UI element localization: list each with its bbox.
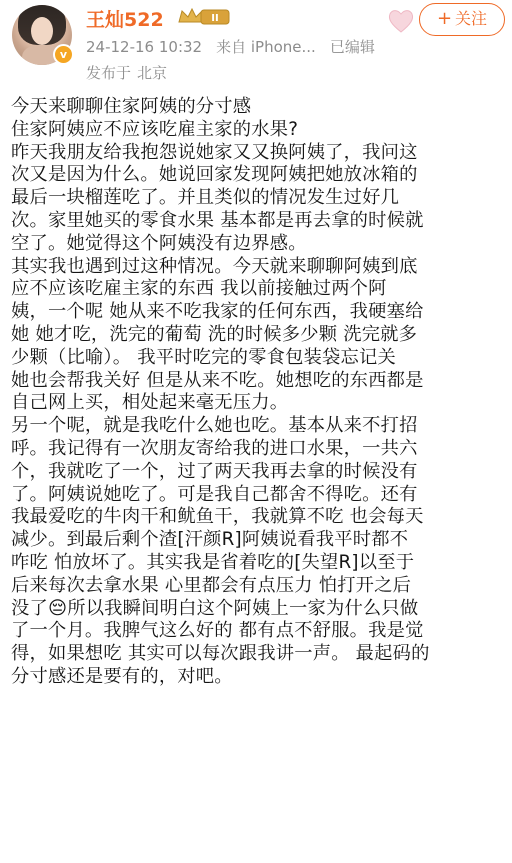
post-body-line: 姨，一个呢 她从来不吃我家的任何东西，我硬塞给: [11, 301, 424, 323]
post-body-line: 今天来聊聊住家阿姨的分寸感: [11, 96, 252, 117]
plus-icon: +: [436, 8, 453, 29]
post-body-line: 个，我就吃了一个，过了两天我再去拿的时候没有: [11, 460, 418, 482]
post-meta: [86, 36, 389, 57]
post-body-line: 分寸感还是要有的，对吧。: [11, 665, 233, 687]
post-body-line: 了一个月。我脾气这么好的 都有点不舒服。我是觉: [11, 620, 424, 642]
post-body-line: 另一个呢，就是我吃什么她也吃。基本从来不打招: [11, 415, 418, 437]
post-header: [0, 0, 512, 95]
post-body-line: 空了。她觉得这个阿姨没有边界感。: [11, 232, 307, 254]
location-prefix: 发布于: [86, 64, 132, 82]
post-edited-flag[interactable]: 已编辑: [329, 38, 375, 56]
membership-crown-icon: [177, 6, 231, 26]
post-body-line: 次又是因为什么。她说回家发现阿姨把她放冰箱的: [11, 164, 418, 186]
post-body-line: 后来每次去拿水果 心里都会有点压力 怕打开之后: [11, 574, 412, 596]
post-timestamp: 24-12-16 10:32: [86, 38, 203, 56]
post-body-line: 我最爱吃的牛肉干和鱿鱼干，我就算不吃 也会每天: [11, 506, 424, 528]
location-value: 北京: [137, 64, 168, 82]
username[interactable]: 王灿522: [86, 9, 164, 31]
membership-level: II: [211, 13, 219, 24]
post-body-line: 少颗（比喻）。 我平时吃完的零食包装袋忘记关: [11, 346, 396, 368]
follow-button[interactable]: [419, 3, 505, 36]
heart-decoration-icon: [387, 8, 415, 34]
post-body-line: 减少。到最后剩个渣[汗颜R]阿姨说看我平时都不: [11, 529, 409, 551]
post-body: [11, 96, 507, 689]
post-body-line: 次。家里她买的零食水果 基本都是再去拿的时候就: [11, 209, 424, 231]
post-body-line: 昨天我朋友给我抱怨说她家又又换阿姨了，我问这: [11, 141, 418, 163]
post-body-line: 最后一块榴莲吃了。并且类似的情况发生过好几: [11, 187, 400, 209]
post-body-line: 其实我也遇到过这种情况。今天就来聊聊阿姨到底: [11, 255, 418, 277]
post-body-line: 她 她才吃，洗完的葡萄 洗的时候多少颗 洗完就多: [11, 323, 418, 345]
post-source[interactable]: 来自 iPhone...: [216, 38, 316, 56]
post-body-line: 得，如果想吃 其实可以每次跟我讲一声。 最起码的: [11, 643, 430, 665]
post-body-line: 住家阿姨应不应该吃雇主家的水果?: [11, 118, 299, 140]
verified-badge-icon: v: [53, 44, 74, 65]
post-body-line: 自己网上买，相处起来毫无压力。: [11, 392, 289, 414]
post-body-line: 呼。我记得有一次朋友寄给我的进口水果，一共六: [11, 437, 418, 459]
post-location: [86, 62, 167, 83]
post-body-line: 了。阿姨说她吃了。可是我自己都舍不得吃。还有: [11, 483, 418, 505]
post-body-line: 应不应该吃雇主家的东西 我以前接触过两个阿: [11, 278, 387, 300]
post-body-line: 她也会帮我关好 但是从来不吃。她想吃的东西都是: [11, 369, 424, 391]
follow-label: 关注: [455, 9, 488, 28]
post-body-line: 没了😔所以我瞬间明白这个阿姨上一家为什么只做: [11, 597, 419, 619]
post-body-line: 咋吃 怕放坏了。其实我是省着吃的[失望R]以至于: [11, 551, 415, 573]
